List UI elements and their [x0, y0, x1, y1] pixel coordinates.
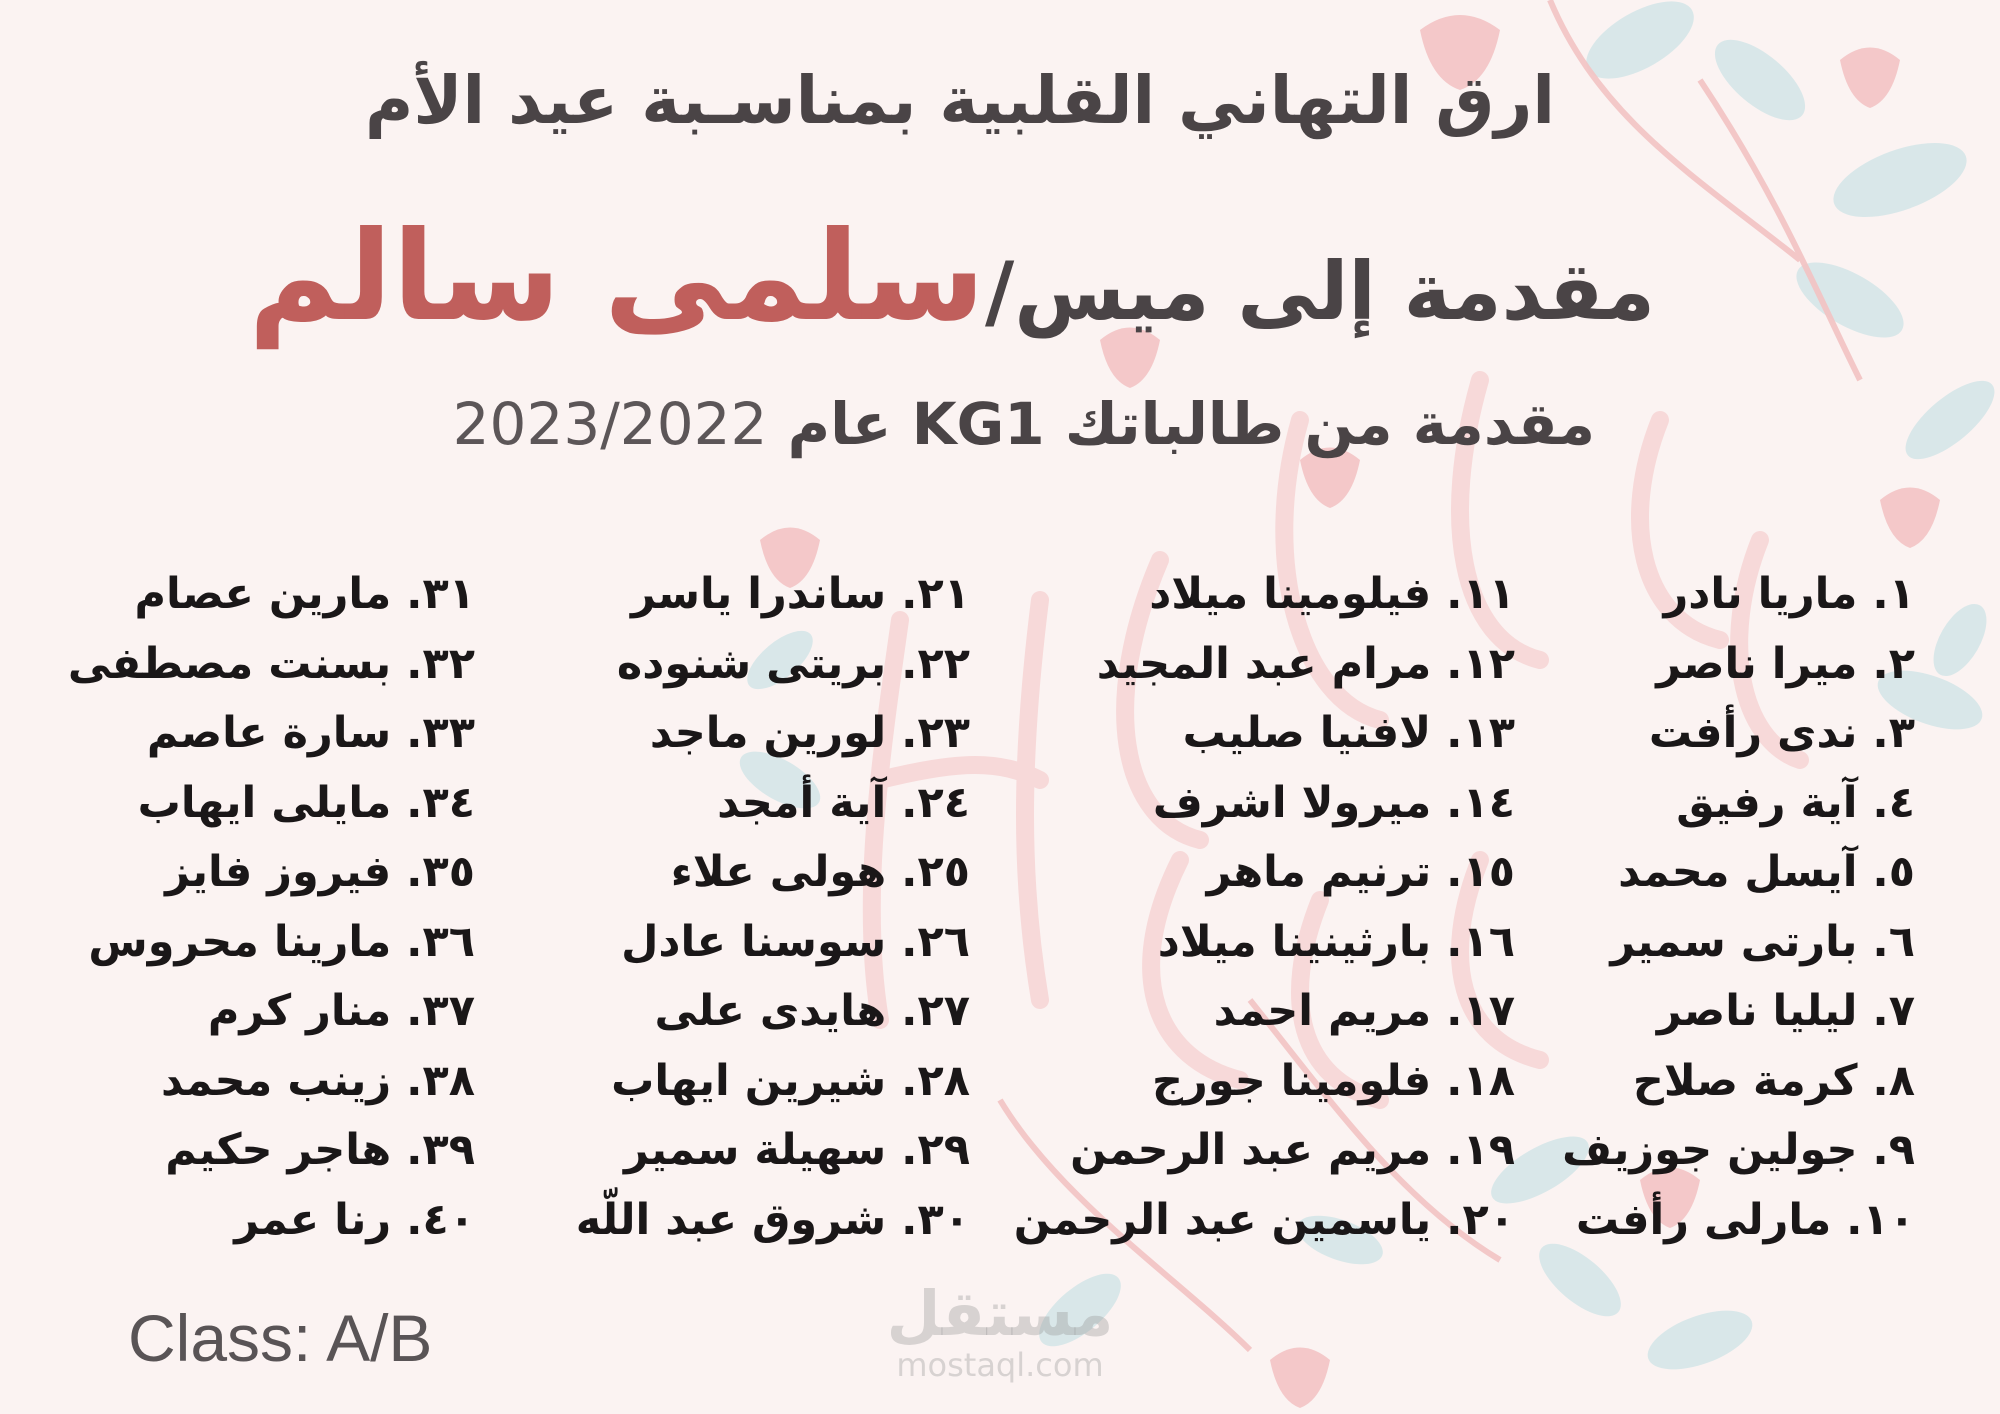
class-label: Class: A/B: [128, 1301, 433, 1375]
list-item: ١٥. ترنيم ماهر: [1206, 847, 1515, 897]
school-year: 2023/2022: [452, 390, 768, 458]
list-item: ٤. آية رفيق: [1676, 777, 1915, 828]
student-list-column-4: [5, 560, 475, 1255]
list-item: ١٤. ميرولا اشرف: [1152, 777, 1515, 828]
dedication-prefix: مقدمة إلى ميس/: [985, 245, 1655, 338]
list-item: ٣٠. شروق عبد اللّه: [575, 1194, 970, 1245]
list-item: ٢٠. ياسمين عبد الرحمن: [1013, 1194, 1515, 1245]
watermark-logo-text: مستقل: [886, 1277, 1114, 1350]
list-item: ١. ماريا نادر: [1663, 569, 1915, 619]
watermark: [875, 1277, 1125, 1384]
list-item: ٢٢. بريتى شنوده: [616, 638, 970, 689]
list-item: ٣٣. سارة عاصم: [146, 708, 475, 758]
from-line: [195, 390, 1595, 458]
list-item: ٥. آيسل محمد: [1618, 847, 1915, 897]
list-item: ٢٧. هايدى على: [654, 986, 970, 1036]
list-item: ١٠. مارلى رأفت: [1575, 1194, 1915, 1245]
list-item: ٢. ميرا ناصر: [1656, 638, 1915, 689]
list-item: ٦. بارتى سمير: [1610, 916, 1915, 967]
student-list-column-1: [1475, 560, 1915, 1255]
list-item: ٢٩. سهيلة سمير: [623, 1125, 970, 1175]
list-item: ٣٨. زينب محمد: [160, 1055, 475, 1106]
list-item: ٩. جولين جوزيف: [1562, 1125, 1915, 1175]
list-item: ٢٨. شيرين ايهاب: [611, 1055, 970, 1106]
list-item: ١٩. مريم عبد الرحمن: [1070, 1125, 1515, 1175]
watermark-url: mostaql.com: [896, 1346, 1104, 1384]
list-item: ٣٢. بسنت مصطفى: [67, 638, 475, 689]
list-item: ١٣. لافنيا صليب: [1182, 708, 1515, 758]
list-item: ٢١. ساندرا ياسر: [630, 569, 970, 619]
list-item: ٤٠. رنا عمر: [234, 1194, 475, 1245]
list-item: ٣١. مارين عصام: [134, 569, 475, 619]
student-list-column-3: [510, 560, 970, 1255]
list-item: ١١. فيلومينا ميلاد: [1149, 569, 1515, 619]
list-item: ١٦. بارثينينا ميلاد: [1157, 916, 1515, 967]
list-item: ٣٥. فيروز فايز: [165, 847, 475, 897]
from-text: مقدمة من طالباتك KG1 عام: [787, 390, 1595, 458]
list-item: ٣٧. منار كرم: [207, 986, 475, 1036]
list-item: ٧. ليليا ناصر: [1656, 986, 1915, 1036]
student-list-column-2: [995, 560, 1515, 1255]
list-item: ٨. كرمة صلاح: [1632, 1055, 1915, 1106]
list-item: ٣٤. مايلى ايهاب: [137, 777, 475, 828]
teacher-name: سلمى سالم: [248, 205, 986, 349]
list-item: ٢٦. سوسنا عادل: [621, 916, 970, 967]
list-item: ٢٤. آية أمجد: [717, 777, 970, 828]
list-item: ٢٣. لورين ماجد: [649, 708, 970, 758]
list-item: ٣. ندى رأفت: [1648, 708, 1915, 758]
greeting-title: ارق التهاني القلبية بمناسـبة عيد الأم: [365, 62, 1555, 139]
list-item: ١٨. فلومينا جورج: [1151, 1055, 1515, 1106]
list-item: ٣٩. هاجر حكيم: [165, 1125, 475, 1175]
list-item: ٢٥. هولى علاء: [670, 847, 970, 897]
dedication-line: [55, 205, 1655, 349]
list-item: ١٢. مرام عبد المجيد: [1096, 638, 1515, 689]
list-item: ٣٦. مارينا محروس: [88, 916, 475, 967]
list-item: ١٧. مريم احمد: [1213, 986, 1515, 1036]
